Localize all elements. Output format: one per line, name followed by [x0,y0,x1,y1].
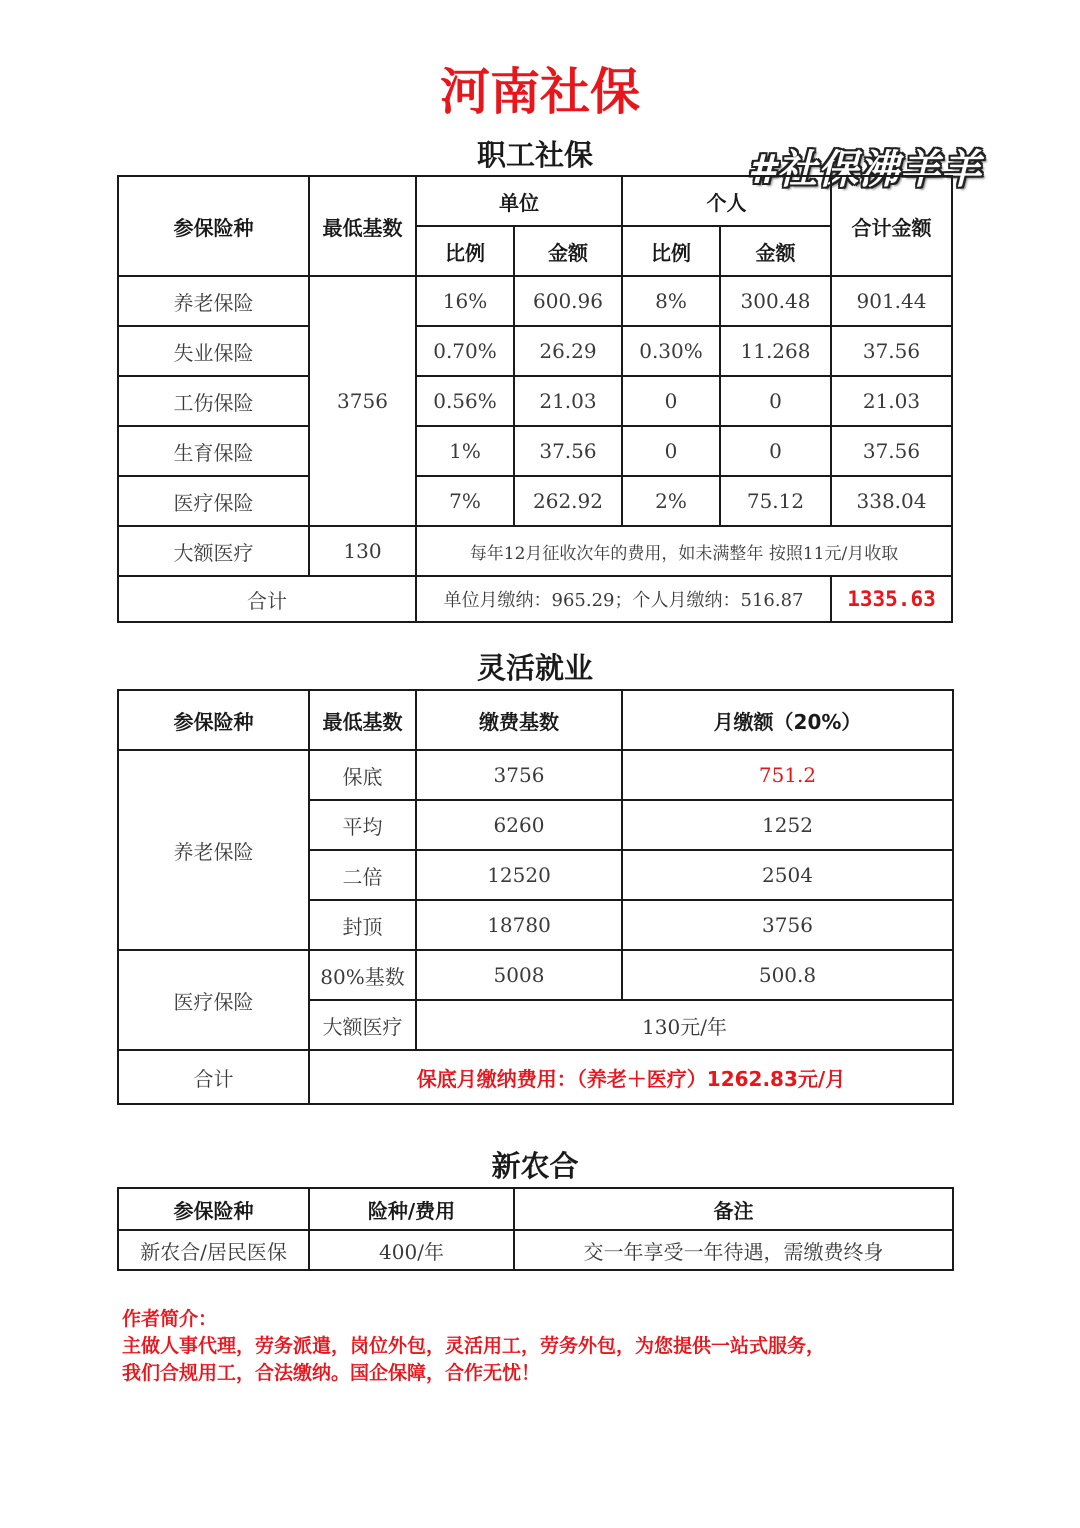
personal-amount: 11.268 [720,326,831,376]
personal-amount: 0 [720,376,831,426]
row-name: 养老保险 [118,276,309,326]
row-name: 生育保险 [118,426,309,476]
table-row [118,426,952,476]
pay-base-value: 12520 [416,850,622,900]
row-total: 37.56 [831,326,952,376]
pension-label: 养老保险 [118,750,309,950]
table-row [118,950,953,1000]
major-medical-base: 130 [309,526,416,576]
pay-base-value: 6260 [416,800,622,850]
header-personal: 个人 [622,176,831,226]
table-total-row [118,576,952,622]
author-heading: 作者简介： [122,1308,218,1330]
header-monthly: 月缴额（20%） [622,690,953,750]
level-label: 二倍 [309,850,416,900]
employer-amount: 37.56 [514,426,622,476]
min-base-value: 3756 [309,276,416,526]
table-total-row [118,1050,953,1104]
header-employer-ratio: 比例 [416,226,514,276]
level-label: 大额医疗 [309,1000,416,1050]
hashtag-watermark: #社保沸羊羊 [748,147,982,193]
table-row [118,750,953,800]
monthly-value: 1252 [622,800,953,850]
rural-remark: 交一年享受一年待遇，需缴费终身 [514,1230,953,1270]
rural-section-title: 新农合 [491,1149,579,1183]
author-line-1: 主做人事代理，劳务派遣，岗位外包，灵活用工，劳务外包，为您提供一站式服务， [122,1335,826,1357]
table-row [118,276,952,326]
row-total: 21.03 [831,376,952,426]
employee-insurance-table [117,175,953,623]
header-personal-ratio: 比例 [622,226,720,276]
pay-base-value: 18780 [416,900,622,950]
total-label: 合计 [118,1050,309,1104]
row-name: 失业保险 [118,326,309,376]
employer-ratio: 7% [416,476,514,526]
total-detail: 单位月缴纳：965.29；个人月缴纳：516.87 [416,576,831,622]
row-name: 大额医疗 [118,526,309,576]
header-insurance-type: 参保险种 [118,690,309,750]
flexible-section-title: 灵活就业 [476,651,593,685]
major-medical-note: 每年12月征收次年的费用，如未满整年 按照11元/月收取 [416,526,952,576]
header-pay-base: 缴费基数 [416,690,622,750]
table-row [118,526,952,576]
level-label: 平均 [309,800,416,850]
employer-ratio: 1% [416,426,514,476]
employer-ratio: 16% [416,276,514,326]
author-line-2: 我们合规用工，合法缴纳。国企保障，合作无忧！ [122,1362,541,1384]
employer-ratio: 0.70% [416,326,514,376]
personal-amount: 300.48 [720,276,831,326]
personal-ratio: 2% [622,476,720,526]
header-employer-amount: 金额 [514,226,622,276]
level-label: 保底 [309,750,416,800]
header-insurance-type: 参保险种 [118,1188,309,1230]
employer-amount: 600.96 [514,276,622,326]
rural-fee: 400/年 [309,1230,514,1270]
header-employer: 单位 [416,176,622,226]
header-total-amount: 合计金额 [831,176,952,276]
personal-ratio: 0.30% [622,326,720,376]
row-total: 37.56 [831,426,952,476]
level-label: 封顶 [309,900,416,950]
total-label: 合计 [118,576,416,622]
monthly-value: 3756 [622,900,953,950]
header-insurance-type: 参保险种 [118,176,309,276]
employer-amount: 26.29 [514,326,622,376]
header-personal-amount: 金额 [720,226,831,276]
table-row [118,326,952,376]
level-label: 80%基数 [309,950,416,1000]
medical-label: 医疗保险 [118,950,309,1050]
employee-section-title: 职工社保 [476,138,593,172]
header-remark: 备注 [514,1188,953,1230]
monthly-value: 500.8 [622,950,953,1000]
personal-ratio: 0 [622,426,720,476]
employer-amount: 262.92 [514,476,622,526]
pay-base-value: 3756 [416,750,622,800]
header-min-base: 最低基数 [309,176,416,276]
rural-name: 新农合/居民医保 [118,1230,309,1270]
row-total: 338.04 [831,476,952,526]
personal-amount: 75.12 [720,476,831,526]
flexible-employment-table [117,689,954,1105]
row-name: 医疗保险 [118,476,309,526]
total-amount: 1335.63 [831,576,952,622]
total-detail: 保底月缴纳费用：（养老＋医疗）1262.83元/月 [309,1050,953,1104]
employer-ratio: 0.56% [416,376,514,426]
row-name: 工伤保险 [118,376,309,426]
author-intro [122,1306,1022,1387]
pay-base-value: 5008 [416,950,622,1000]
monthly-value: 2504 [622,850,953,900]
table-row [118,376,952,426]
header-min-base: 最低基数 [309,690,416,750]
personal-ratio: 0 [622,376,720,426]
employer-amount: 21.03 [514,376,622,426]
rural-insurance-table [117,1187,954,1271]
personal-ratio: 8% [622,276,720,326]
table-row [118,1230,953,1270]
personal-amount: 0 [720,426,831,476]
major-medical-value: 130元/年 [416,1000,953,1050]
header-fee: 险种/费用 [309,1188,514,1230]
monthly-value: 751.2 [622,750,953,800]
row-total: 901.44 [831,276,952,326]
page-title: 河南社保 [440,63,640,121]
table-row [118,476,952,526]
